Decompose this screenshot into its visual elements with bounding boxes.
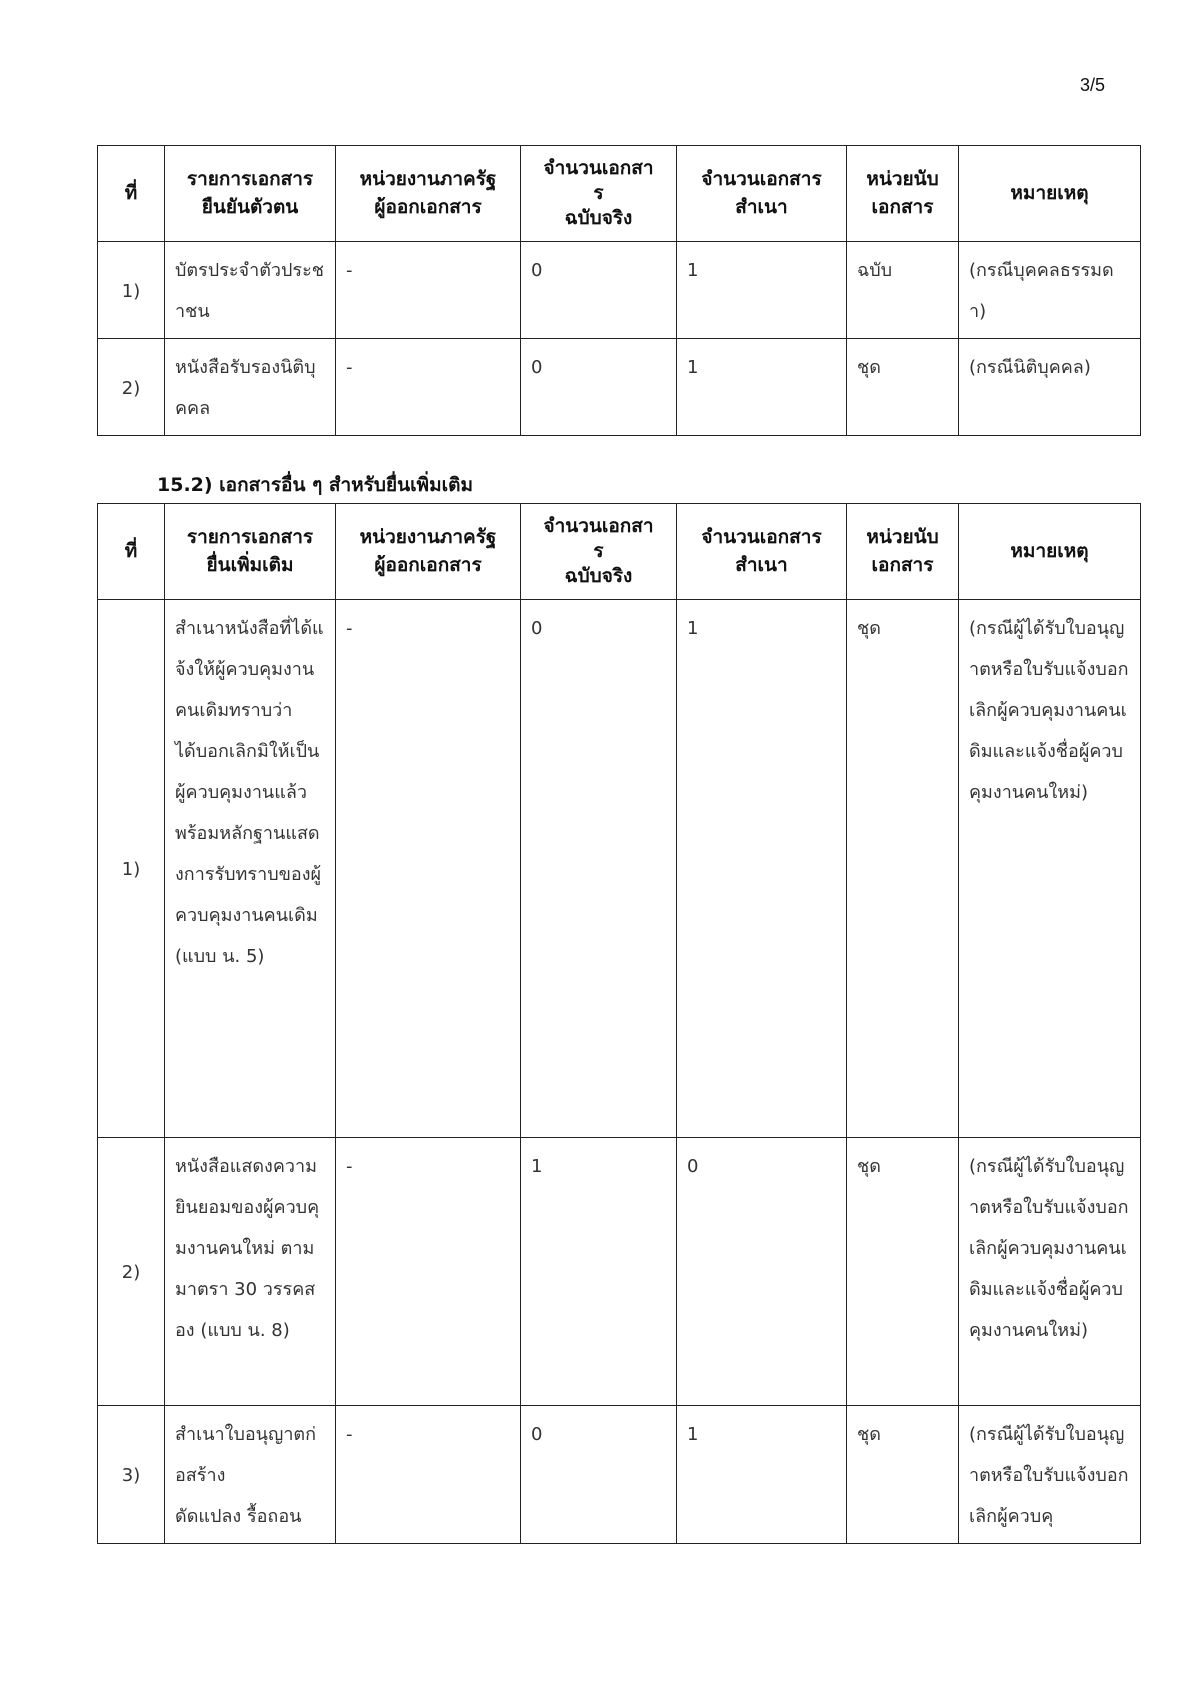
row-number: 2) <box>98 1138 165 1406</box>
page-number: 3/5 <box>1080 75 1106 95</box>
header-copy-count: จำนวนเอกสาร สำเนา <box>677 504 847 600</box>
issuing-agency: - <box>336 600 521 1138</box>
header-no: ที่ <box>98 146 165 242</box>
document-unit: ชุด <box>847 1406 959 1544</box>
original-count: 0 <box>521 600 677 1138</box>
issuing-agency: - <box>336 1406 521 1544</box>
header-document: รายการเอกสาร ยืนยันตัวตน <box>165 146 336 242</box>
header-agency: หน่วยงานภาครัฐ ผู้ออกเอกสาร <box>336 504 521 600</box>
header-agency: หน่วยงานภาครัฐ ผู้ออกเอกสาร <box>336 146 521 242</box>
original-count: 0 <box>521 339 677 436</box>
document-unit: ชุด <box>847 339 959 436</box>
document-name: สำเนาใบอนุญาตก่อสร้าง ดัดแปลง รื้อถอน <box>165 1406 336 1544</box>
document-name: หนังสือแสดงความยินยอมของผู้ควบคุมงานคนใหม่ ตามมาตรา 30 วรรคสอง (แบบ น. 8) <box>165 1138 336 1406</box>
document-name: สำเนาหนังสือที่ได้แจ้งให้ผู้ควบคุมงานคนเดิมทราบว่า ได้บอกเลิกมิให้เป็นผู้ควบคุมงานแล้ว พร้อมหลักฐานแสดงการรับทราบของผู้ควบคุมงานคนเดิม (แบบ น. 5) <box>165 600 336 1138</box>
header-note: หมายเหตุ <box>959 504 1141 600</box>
table-row <box>98 1138 1141 1406</box>
note: (กรณีนิติบุคคล) <box>959 339 1141 436</box>
copy-count: 1 <box>677 242 847 339</box>
row-number: 3) <box>98 1406 165 1544</box>
table-header-row <box>98 504 1141 600</box>
row-number: 2) <box>98 339 165 436</box>
copy-count: 1 <box>677 339 847 436</box>
table-row <box>98 242 1141 339</box>
header-document: รายการเอกสาร ยื่นเพิ่มเติม <box>165 504 336 600</box>
table-header-row <box>98 146 1141 242</box>
table-row <box>98 1406 1141 1544</box>
identity-documents-table <box>97 145 1141 436</box>
table-row <box>98 339 1141 436</box>
note: (กรณีผู้ได้รับใบอนุญาตหรือใบรับแจ้งบอกเลิกผู้ควบคุ <box>959 1406 1141 1544</box>
issuing-agency: - <box>336 1138 521 1406</box>
document-name: บัตรประจำตัวประชาชน <box>165 242 336 339</box>
original-count: 0 <box>521 1406 677 1544</box>
document-name: หนังสือรับรองนิติบุคคล <box>165 339 336 436</box>
note: (กรณีผู้ได้รับใบอนุญาตหรือใบรับแจ้งบอกเลิกผู้ควบคุมงานคนเดิมและแจ้งชื่อผู้ควบคุมงานคนใหม่) <box>959 600 1141 1138</box>
header-copy-count: จำนวนเอกสาร สำเนา <box>677 146 847 242</box>
document-unit: ชุด <box>847 600 959 1138</box>
copy-count: 1 <box>677 1406 847 1544</box>
additional-documents-table <box>97 503 1141 1544</box>
row-number: 1) <box>98 242 165 339</box>
header-unit: หน่วยนับ เอกสาร <box>847 504 959 600</box>
issuing-agency: - <box>336 339 521 436</box>
document-unit: ฉบับ <box>847 242 959 339</box>
header-original-count: จำนวนเอกสา ร ฉบับจริง <box>521 504 677 600</box>
note: (กรณีผู้ได้รับใบอนุญาตหรือใบรับแจ้งบอกเลิกผู้ควบคุมงานคนเดิมและแจ้งชื่อผู้ควบคุมงานคนใหม่) <box>959 1138 1141 1406</box>
copy-count: 1 <box>677 600 847 1138</box>
issuing-agency: - <box>336 242 521 339</box>
original-count: 1 <box>521 1138 677 1406</box>
original-count: 0 <box>521 242 677 339</box>
note: (กรณีบุคคลธรรมดา) <box>959 242 1141 339</box>
header-original-count: จำนวนเอกสา ร ฉบับจริง <box>521 146 677 242</box>
header-note: หมายเหตุ <box>959 146 1141 242</box>
document-unit: ชุด <box>847 1138 959 1406</box>
header-no: ที่ <box>98 504 165 600</box>
copy-count: 0 <box>677 1138 847 1406</box>
section-heading: 15.2) เอกสารอื่น ๆ สำหรับยื่นเพิ่มเติม <box>157 474 473 496</box>
table-row <box>98 600 1141 1138</box>
row-number: 1) <box>98 600 165 1138</box>
header-unit: หน่วยนับ เอกสาร <box>847 146 959 242</box>
